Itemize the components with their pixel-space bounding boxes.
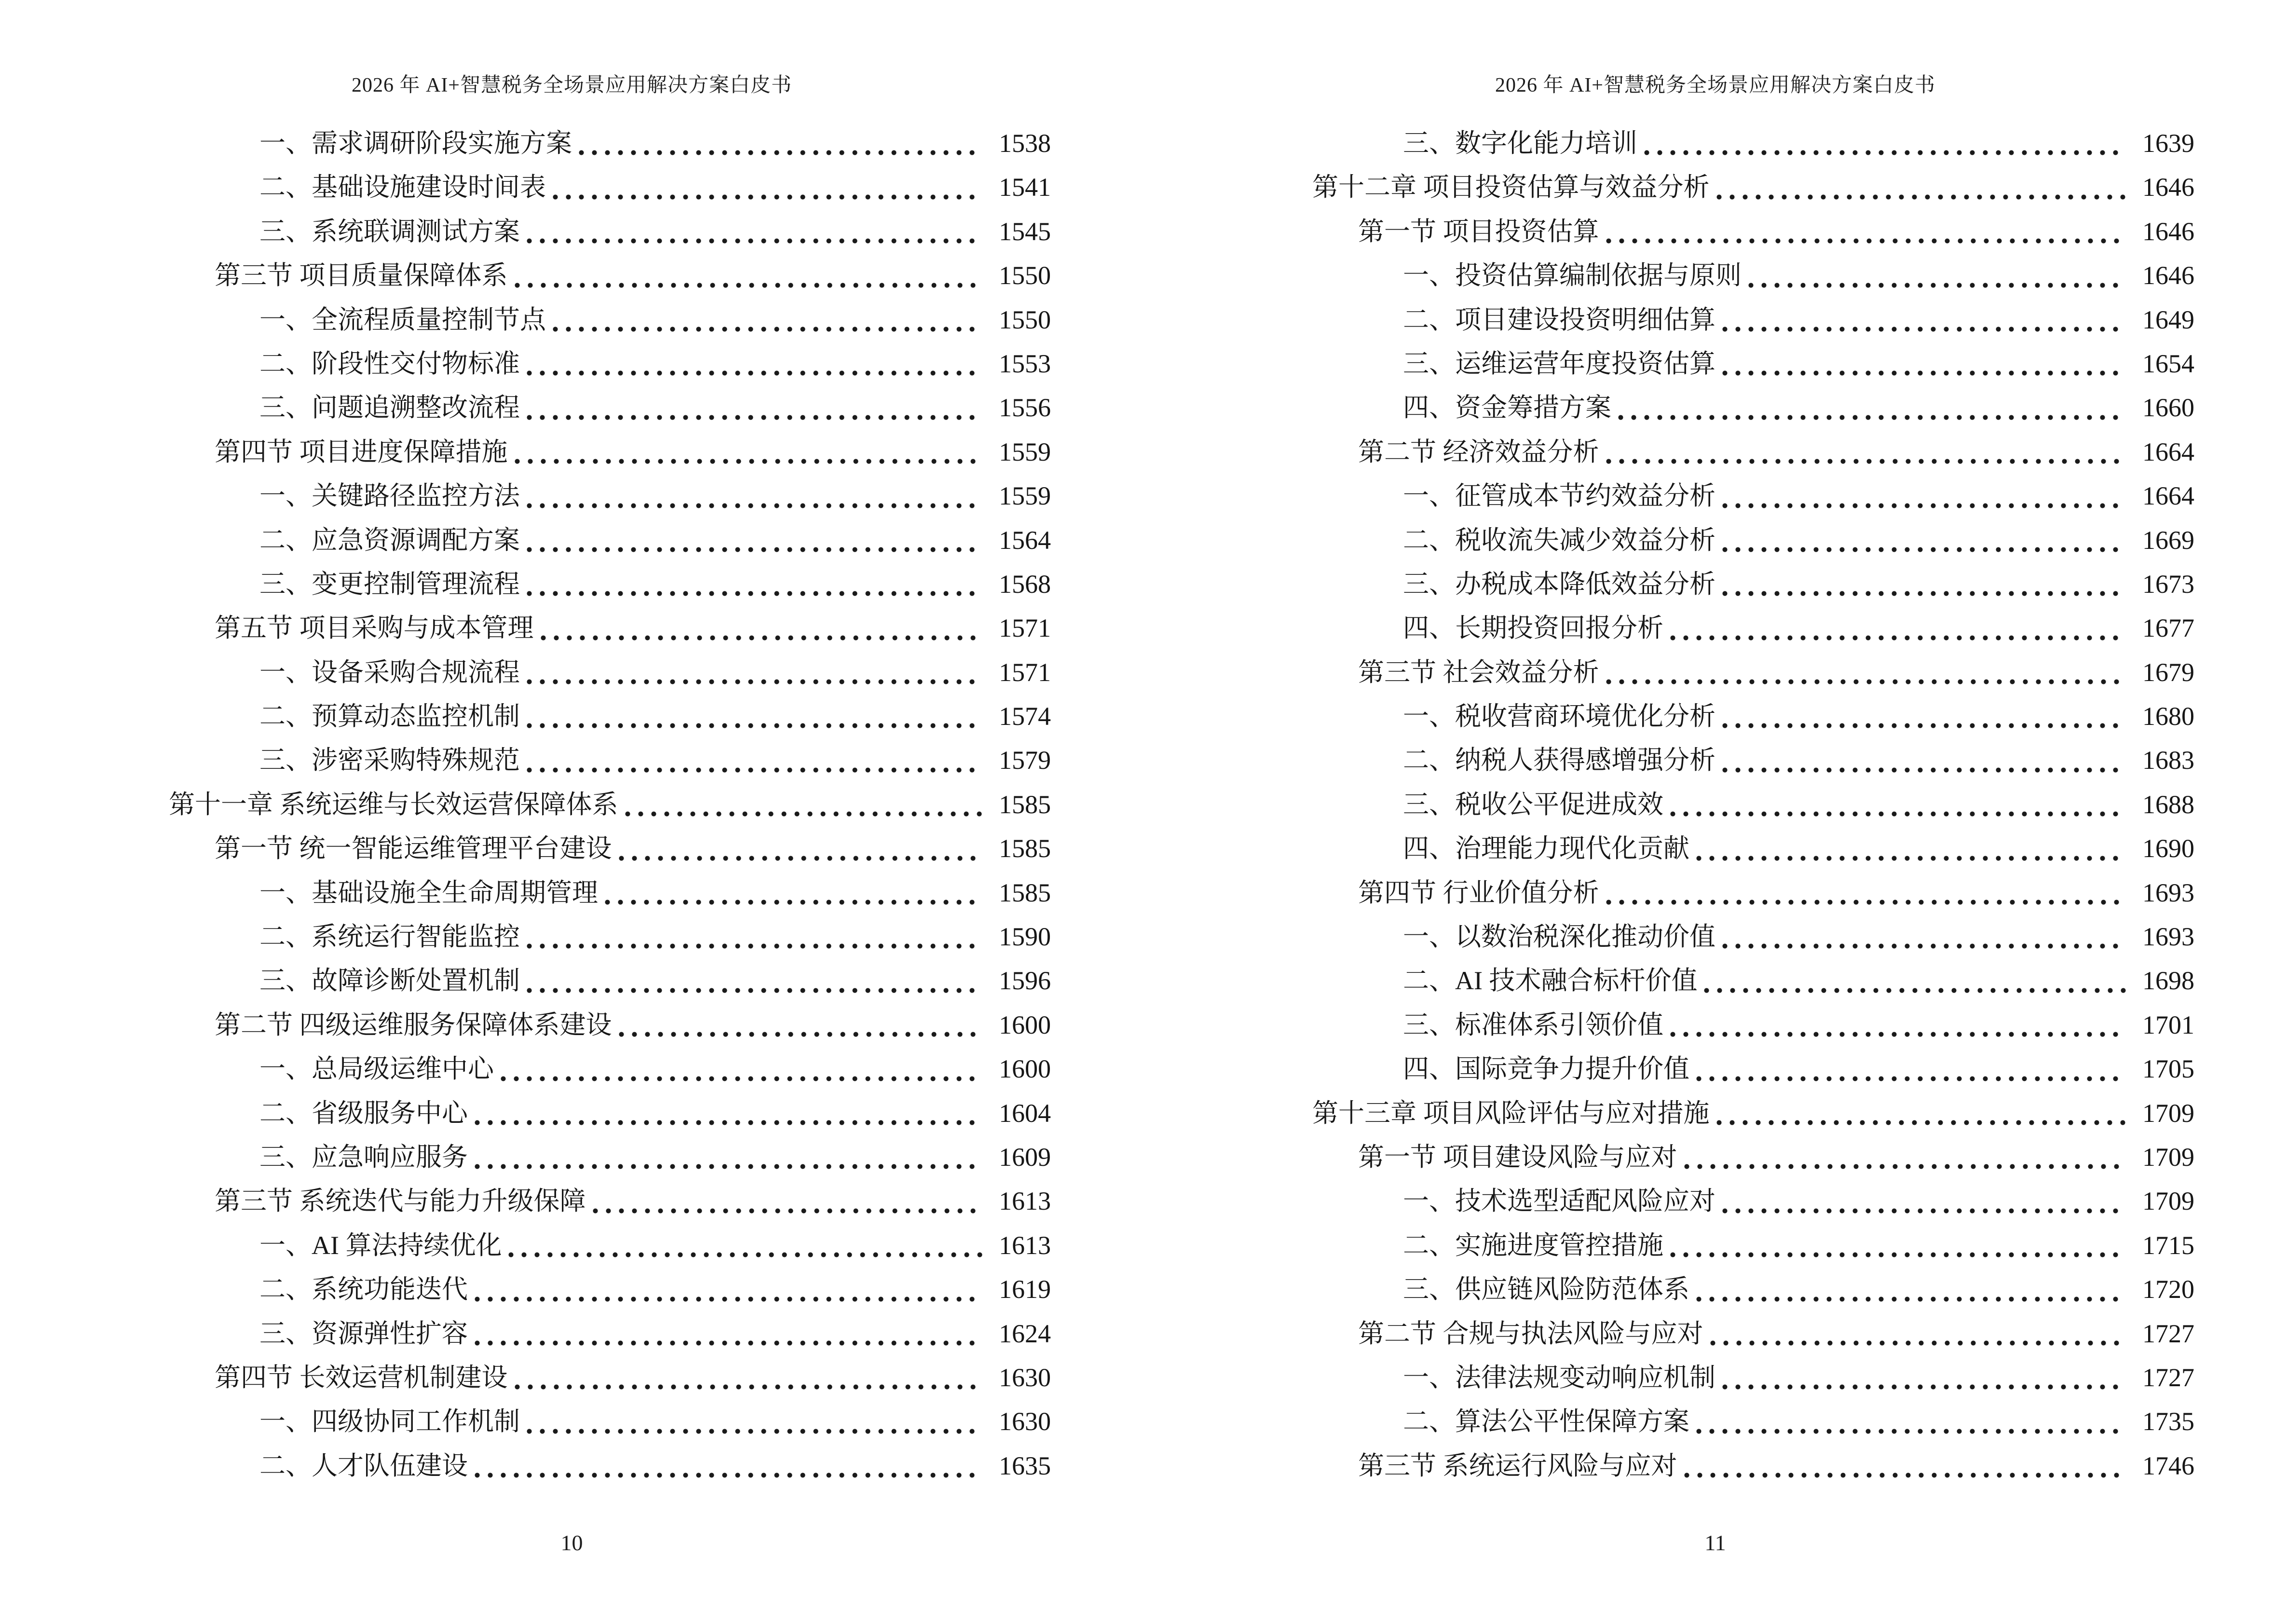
- toc-entry-page-number: 1541: [999, 173, 1051, 202]
- toc-entry: [169, 519, 1051, 562]
- toc-entry-title: 第三节 系统迭代与能力升级保障: [215, 1187, 586, 1216]
- toc-entry: [169, 1047, 1051, 1091]
- dot-leader: [1722, 767, 2126, 773]
- dot-leader: [1684, 1473, 2126, 1478]
- toc-entry-title: 第十三章 项目风险评估与应对措施: [1312, 1098, 1710, 1128]
- toc-entry-page-number: 1677: [2142, 614, 2194, 643]
- toc-entry: [1312, 783, 2194, 827]
- dot-leader: [475, 1340, 982, 1346]
- toc-entry-page-number: 1654: [2142, 349, 2194, 378]
- toc-entry: [1312, 651, 2194, 695]
- toc-entry: [169, 1444, 1051, 1488]
- toc-entry-title: 一、技术选型适配风险应对: [1403, 1187, 1715, 1216]
- toc-entry: [1312, 122, 2194, 165]
- toc-entry-page-number: 1585: [999, 834, 1051, 863]
- toc-entry: [1312, 342, 2194, 386]
- toc-entry-title: 第三节 项目质量保障体系: [215, 261, 508, 290]
- dot-leader: [1722, 591, 2126, 596]
- toc-entry-title: 一、投资估算编制依据与原则: [1403, 261, 1742, 290]
- toc-entry-title: 三、运维运营年度投资估算: [1403, 349, 1715, 378]
- toc-entry: [169, 1312, 1051, 1356]
- dot-leader: [619, 1032, 983, 1037]
- toc-entry-page-number: 1690: [2142, 834, 2194, 863]
- toc-entry-title: 三、涉密采购特殊规范: [259, 746, 520, 775]
- dot-leader: [475, 1473, 982, 1478]
- toc-entry: [1312, 738, 2194, 782]
- dot-leader: [1722, 327, 2126, 332]
- toc-entry-title: 第三节 系统运行风险与应对: [1358, 1451, 1677, 1480]
- toc-entry-title: 第四节 行业价值分析: [1358, 878, 1599, 907]
- dot-leader: [553, 194, 982, 200]
- toc-entry-page-number: 1709: [2142, 1142, 2194, 1172]
- toc-entry: [1312, 1224, 2194, 1268]
- dot-leader: [1618, 415, 2126, 420]
- toc-entry-title: 三、数字化能力培训: [1403, 129, 1637, 158]
- toc-entry-page-number: 1556: [999, 393, 1051, 423]
- running-header: 2026 年 AI+智慧税务全场景应用解决方案白皮书: [1495, 74, 1935, 96]
- toc-entry-title: 四、治理能力现代化贡献: [1403, 834, 1689, 863]
- toc-entry-title: 第一节 项目投资估算: [1358, 217, 1599, 246]
- page-footer-number: 11: [1704, 1530, 1726, 1555]
- toc-entry-title: 一、以数治税深化推动价值: [1403, 922, 1715, 952]
- toc-entry-title: 二、AI 技术融合标杆价值: [1403, 966, 1698, 996]
- toc-entry-title: 一、需求调研阶段实施方案: [259, 129, 572, 158]
- toc-entry-page-number: 1698: [2142, 966, 2194, 996]
- toc-entry-title: 三、变更控制管理流程: [259, 569, 520, 599]
- toc-entry: [169, 827, 1051, 871]
- toc-entry-page-number: 1538: [999, 129, 1051, 158]
- dot-leader: [1696, 1296, 2126, 1302]
- toc-entry: [169, 430, 1051, 474]
- toc-entry-page-number: 1680: [2142, 702, 2194, 731]
- toc-entry-title: 二、系统运行智能监控: [259, 922, 520, 952]
- toc-entry-page-number: 1630: [999, 1363, 1051, 1392]
- dot-leader: [1670, 1032, 2126, 1037]
- toc-entry-page-number: 1609: [999, 1142, 1051, 1172]
- dot-leader: [1710, 1340, 2126, 1346]
- toc-entry: [1312, 1444, 2194, 1488]
- toc-entry-page-number: 1720: [2142, 1275, 2194, 1304]
- toc-entry-title: 第四节 长效运营机制建设: [215, 1363, 508, 1392]
- toc-entry: [169, 959, 1051, 1003]
- toc-entry-title: 二、纳税人获得感增强分析: [1403, 746, 1715, 775]
- toc-entry: [1312, 915, 2194, 959]
- toc-entry: [169, 783, 1051, 827]
- dot-leader: [1670, 635, 2126, 641]
- toc-entry: [169, 1179, 1051, 1223]
- toc-entry-page-number: 1660: [2142, 393, 2194, 423]
- dot-leader: [541, 635, 983, 641]
- toc-entry: [1312, 474, 2194, 518]
- dot-leader: [1606, 900, 2126, 905]
- toc-entry-page-number: 1574: [999, 702, 1051, 731]
- toc-entry-page-number: 1600: [999, 1010, 1051, 1039]
- toc-entry-title: 一、征管成本节约效益分析: [1403, 481, 1715, 511]
- toc-entry-page-number: 1585: [999, 790, 1051, 819]
- toc-entry-page-number: 1613: [999, 1187, 1051, 1216]
- toc-entry-title: 二、税收流失减少效益分析: [1403, 525, 1715, 555]
- dot-leader: [1722, 503, 2126, 508]
- toc-entry: [169, 562, 1051, 606]
- toc-entry: [169, 1092, 1051, 1135]
- toc-entry-title: 三、故障诊断处置机制: [259, 966, 520, 996]
- toc-entry-title: 一、四级协同工作机制: [259, 1407, 520, 1436]
- dot-leader: [515, 283, 983, 288]
- toc-entry-page-number: 1571: [999, 614, 1051, 643]
- toc-entry-title: 二、算法公平性保障方案: [1403, 1407, 1689, 1436]
- toc-entry: [1312, 1135, 2194, 1179]
- toc-entry-page-number: 1727: [2142, 1319, 2194, 1348]
- toc-entry-page-number: 1693: [2142, 922, 2194, 952]
- running-header: 2026 年 AI+智慧税务全场景应用解决方案白皮书: [351, 74, 792, 96]
- dot-leader: [527, 943, 982, 949]
- toc-entry-page-number: 1579: [999, 746, 1051, 775]
- toc-entry: [1312, 1312, 2194, 1356]
- toc-entry: [1312, 695, 2194, 738]
- toc-entry-title: 三、资源弹性扩容: [259, 1319, 468, 1348]
- toc-entry-page-number: 1596: [999, 966, 1051, 996]
- toc-entry-title: 第五节 项目采购与成本管理: [215, 614, 534, 643]
- toc-entry-title: 四、长期投资回报分析: [1403, 614, 1663, 643]
- dot-leader: [1696, 1429, 2126, 1434]
- toc-entry-page-number: 1639: [2142, 129, 2194, 158]
- toc-entry-page-number: 1553: [999, 349, 1051, 378]
- toc-entry-page-number: 1613: [999, 1230, 1051, 1260]
- dot-leader: [527, 723, 982, 728]
- toc-list: [169, 122, 1051, 1488]
- toc-entry-title: 四、资金筹措方案: [1403, 393, 1611, 423]
- toc-entry-title: 二、省级服务中心: [259, 1098, 468, 1128]
- dot-leader: [1716, 1120, 2126, 1125]
- toc-entry-title: 三、供应链风险防范体系: [1403, 1275, 1689, 1304]
- toc-entry: [1312, 1047, 2194, 1091]
- toc-entry-title: 第三节 社会效益分析: [1358, 657, 1599, 687]
- dot-leader: [1716, 194, 2126, 200]
- toc-entry: [1312, 1268, 2194, 1311]
- toc-entry-page-number: 1669: [2142, 525, 2194, 555]
- toc-entry-page-number: 1683: [2142, 746, 2194, 775]
- toc-entry: [1312, 210, 2194, 254]
- dot-leader: [475, 1120, 982, 1125]
- dot-leader: [1606, 238, 2126, 244]
- dot-leader: [515, 459, 983, 464]
- toc-entry: [1312, 827, 2194, 871]
- toc-entry: [169, 298, 1051, 342]
- toc-entry-page-number: 1604: [999, 1098, 1051, 1128]
- toc-entry-page-number: 1559: [999, 437, 1051, 466]
- toc-entry-page-number: 1564: [999, 525, 1051, 555]
- dot-leader: [1748, 283, 2126, 288]
- toc-entry-title: 二、实施进度管控措施: [1403, 1230, 1663, 1260]
- toc-entry: [1312, 1400, 2194, 1444]
- toc-entry: [169, 1356, 1051, 1400]
- toc-entry: [169, 254, 1051, 298]
- toc-entry-title: 第一节 项目建设风险与应对: [1358, 1142, 1677, 1172]
- toc-entry-title: 四、国际竞争力提升价值: [1403, 1054, 1689, 1084]
- toc-entry-title: 第二节 经济效益分析: [1358, 437, 1599, 466]
- dot-leader: [1722, 1384, 2126, 1390]
- toc-entry-title: 第一节 统一智能运维管理平台建设: [215, 834, 612, 863]
- toc-entry-title: 二、应急资源调配方案: [259, 525, 520, 555]
- toc-entry: [1312, 1179, 2194, 1223]
- toc-entry-page-number: 1715: [2142, 1230, 2194, 1260]
- toc-entry-page-number: 1545: [999, 217, 1051, 246]
- toc-entry-title: 第二节 四级运维服务保障体系建设: [215, 1010, 612, 1039]
- toc-entry: [169, 1003, 1051, 1047]
- dot-leader: [1644, 150, 2126, 155]
- toc-entry-title: 第十二章 项目投资估算与效益分析: [1312, 173, 1710, 202]
- toc-entry: [1312, 165, 2194, 209]
- dot-leader: [1606, 679, 2126, 684]
- toc-entry-title: 三、办税成本降低效益分析: [1403, 569, 1715, 599]
- dot-leader: [1722, 723, 2126, 728]
- dot-leader: [1684, 1164, 2126, 1169]
- toc-entry-page-number: 1664: [2142, 437, 2194, 466]
- dot-leader: [527, 415, 982, 420]
- toc-entry: [169, 871, 1051, 915]
- dot-leader: [515, 1384, 983, 1390]
- toc-entry: [169, 1268, 1051, 1311]
- toc-entry-title: 一、设备采购合规流程: [259, 657, 520, 687]
- toc-entry: [1312, 606, 2194, 650]
- toc-entry: [169, 738, 1051, 782]
- toc-entry: [1312, 959, 2194, 1003]
- toc-entry-page-number: 1646: [2142, 173, 2194, 202]
- toc-entry-page-number: 1619: [999, 1275, 1051, 1304]
- dot-leader: [1704, 988, 2126, 993]
- dot-leader: [475, 1164, 982, 1169]
- dot-leader: [508, 1252, 982, 1257]
- dot-leader: [527, 767, 982, 773]
- toc-entry-page-number: 1559: [999, 481, 1051, 511]
- toc-list: [1312, 122, 2194, 1488]
- toc-entry: [169, 1135, 1051, 1179]
- toc-entry-title: 第十一章 系统运维与长效运营保障体系: [169, 790, 618, 819]
- dot-leader: [605, 900, 982, 905]
- toc-entry: [1312, 254, 2194, 298]
- toc-entry-page-number: 1624: [999, 1319, 1051, 1348]
- toc-entry-title: 二、项目建设投资明细估算: [1403, 305, 1715, 334]
- toc-entry-title: 三、标准体系引领价值: [1403, 1010, 1663, 1039]
- toc-entry-page-number: 1590: [999, 922, 1051, 952]
- toc-entry-page-number: 1550: [999, 305, 1051, 334]
- dot-leader: [527, 547, 982, 552]
- dot-leader: [527, 370, 982, 376]
- toc-entry-title: 三、问题追溯整改流程: [259, 393, 520, 423]
- toc-entry-title: 三、系统联调测试方案: [259, 217, 520, 246]
- toc-entry-page-number: 1585: [999, 878, 1051, 907]
- page-footer-number: 10: [560, 1530, 583, 1555]
- dot-leader: [1696, 1076, 2126, 1081]
- toc-entry-page-number: 1664: [2142, 481, 2194, 511]
- toc-entry-page-number: 1688: [2142, 790, 2194, 819]
- page-right: [1144, 0, 2287, 1624]
- toc-entry: [169, 386, 1051, 430]
- toc-entry-title: 三、税收公平促进成效: [1403, 790, 1663, 819]
- toc-entry-page-number: 1550: [999, 261, 1051, 290]
- toc-entry: [169, 1224, 1051, 1268]
- toc-entry-page-number: 1746: [2142, 1451, 2194, 1480]
- toc-entry-page-number: 1701: [2142, 1010, 2194, 1039]
- dot-leader: [1696, 856, 2126, 861]
- toc-entry: [1312, 1003, 2194, 1047]
- dot-leader: [1606, 459, 2126, 464]
- dot-leader: [1670, 811, 2126, 817]
- toc-entry-page-number: 1679: [2142, 657, 2194, 687]
- toc-entry-page-number: 1693: [2142, 878, 2194, 907]
- toc-entry-page-number: 1705: [2142, 1054, 2194, 1084]
- toc-entry-title: 第四节 项目进度保障措施: [215, 437, 508, 466]
- toc-entry: [169, 342, 1051, 386]
- toc-entry-title: 一、关键路径监控方法: [259, 481, 520, 511]
- toc-entry: [1312, 430, 2194, 474]
- dot-leader: [1722, 370, 2126, 376]
- toc-entry-page-number: 1568: [999, 569, 1051, 599]
- dot-leader: [619, 856, 983, 861]
- dot-leader: [625, 811, 983, 817]
- toc-entry: [1312, 1356, 2194, 1400]
- toc-entry-title: 一、基础设施全生命周期管理: [259, 878, 598, 907]
- toc-entry-page-number: 1735: [2142, 1407, 2194, 1436]
- toc-entry-page-number: 1673: [2142, 569, 2194, 599]
- toc-entry: [1312, 386, 2194, 430]
- dot-leader: [593, 1208, 983, 1214]
- toc-entry-title: 一、全流程质量控制节点: [259, 305, 546, 334]
- toc-entry-page-number: 1635: [999, 1451, 1051, 1480]
- dot-leader: [501, 1076, 982, 1081]
- toc-entry: [169, 1400, 1051, 1444]
- toc-entry: [169, 695, 1051, 738]
- dot-leader: [527, 679, 982, 684]
- dot-leader: [1722, 943, 2126, 949]
- toc-entry: [169, 651, 1051, 695]
- toc-entry: [169, 474, 1051, 518]
- toc-entry-page-number: 1646: [2142, 261, 2194, 290]
- toc-entry: [169, 165, 1051, 209]
- toc-entry-title: 二、阶段性交付物标准: [259, 349, 520, 378]
- toc-entry-title: 三、应急响应服务: [259, 1142, 468, 1172]
- toc-entry-page-number: 1709: [2142, 1187, 2194, 1216]
- toc-entry-page-number: 1630: [999, 1407, 1051, 1436]
- dot-leader: [475, 1296, 982, 1302]
- dot-leader: [553, 327, 982, 332]
- toc-entry-title: 二、预算动态监控机制: [259, 702, 520, 731]
- toc-entry-page-number: 1709: [2142, 1098, 2194, 1128]
- toc-entry-title: 一、税收营商环境优化分析: [1403, 702, 1715, 731]
- toc-entry-title: 二、基础设施建设时间表: [259, 173, 546, 202]
- toc-entry-page-number: 1600: [999, 1054, 1051, 1084]
- toc-entry-title: 一、法律法规变动响应机制: [1403, 1363, 1715, 1392]
- toc-entry-page-number: 1571: [999, 657, 1051, 687]
- toc-entry: [1312, 298, 2194, 342]
- dot-leader: [1722, 547, 2126, 552]
- toc-entry: [1312, 1092, 2194, 1135]
- toc-entry-title: 二、人才队伍建设: [259, 1451, 468, 1480]
- dot-leader: [527, 591, 982, 596]
- toc-entry-title: 二、系统功能迭代: [259, 1275, 468, 1304]
- dot-leader: [527, 503, 982, 508]
- toc-entry: [169, 915, 1051, 959]
- dot-leader: [527, 1429, 982, 1434]
- toc-entry-title: 一、总局级运维中心: [259, 1054, 494, 1084]
- toc-entry: [1312, 871, 2194, 915]
- toc-entry-page-number: 1646: [2142, 217, 2194, 246]
- dot-leader: [1722, 1208, 2126, 1214]
- toc-entry: [169, 122, 1051, 165]
- toc-entry-page-number: 1649: [2142, 305, 2194, 334]
- toc-entry: [169, 210, 1051, 254]
- toc-entry-page-number: 1727: [2142, 1363, 2194, 1392]
- toc-entry: [1312, 519, 2194, 562]
- toc-entry-title: 一、AI 算法持续优化: [259, 1230, 502, 1260]
- toc-entry: [1312, 562, 2194, 606]
- dot-leader: [579, 150, 982, 155]
- toc-entry-title: 第二节 合规与执法风险与应对: [1358, 1319, 1703, 1348]
- dot-leader: [1670, 1252, 2126, 1257]
- dot-leader: [527, 238, 982, 244]
- toc-entry: [169, 606, 1051, 650]
- dot-leader: [527, 988, 982, 993]
